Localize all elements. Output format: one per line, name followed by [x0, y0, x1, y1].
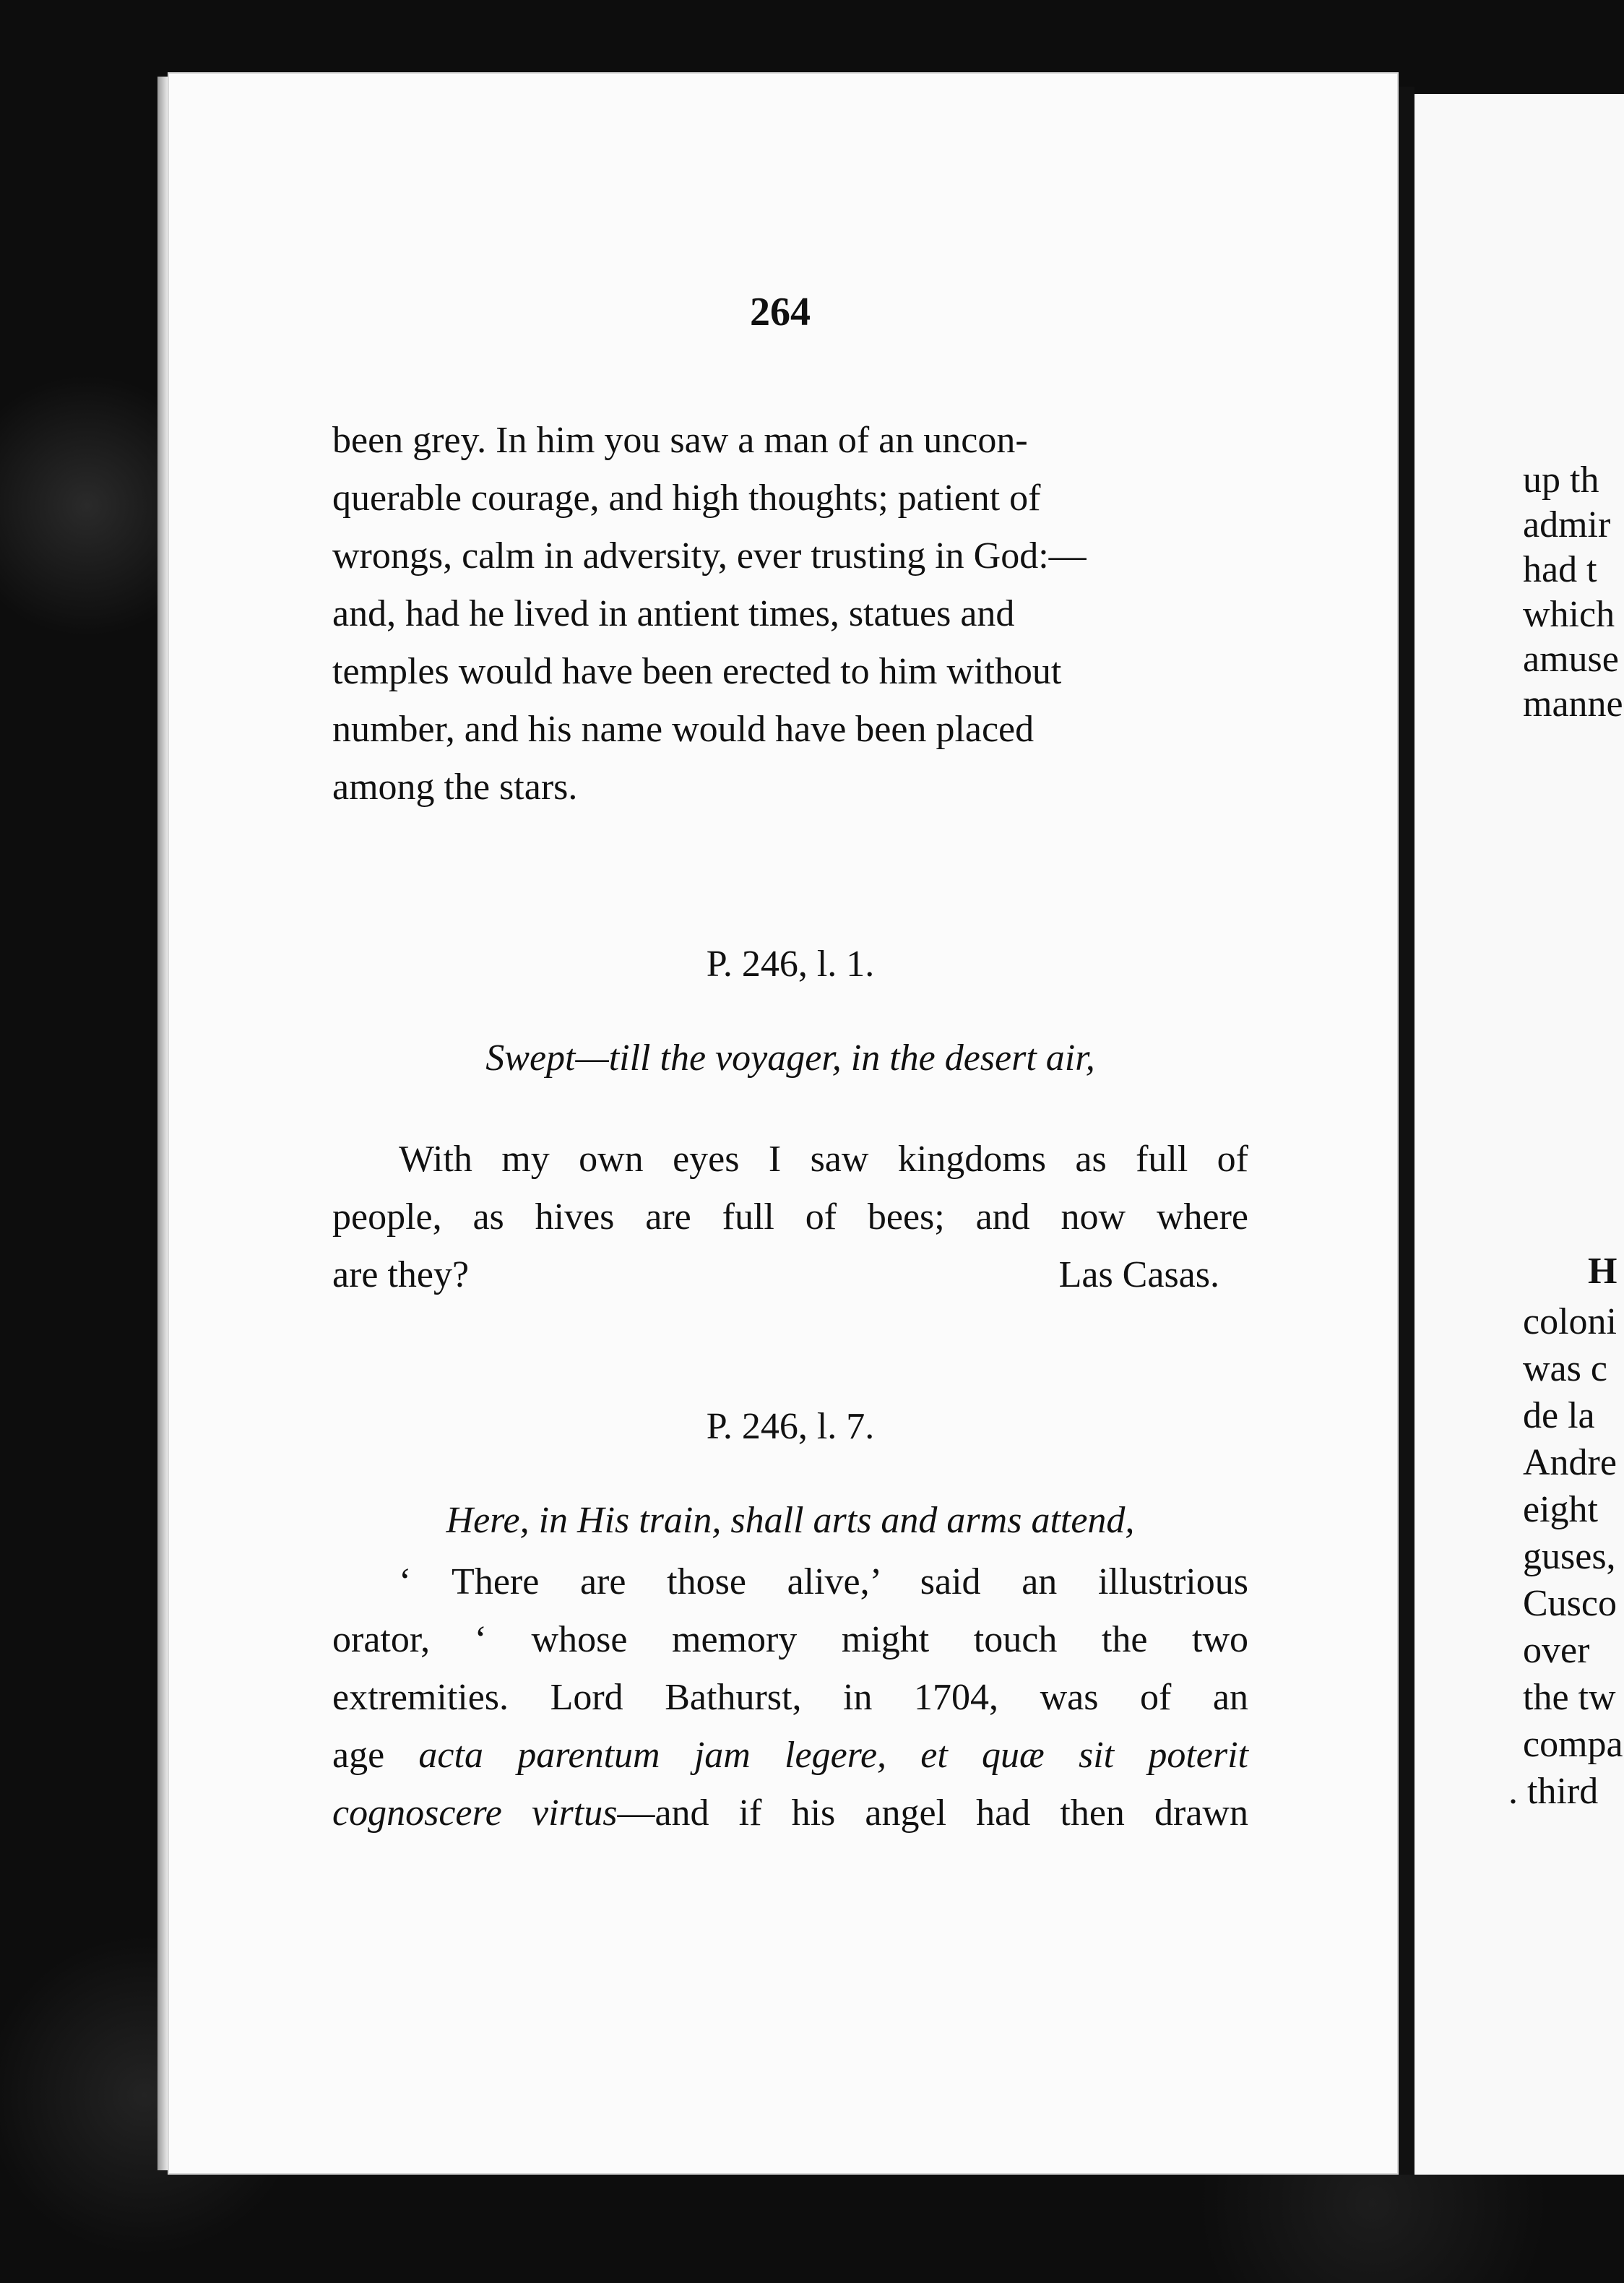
right-line-17: . third: [1508, 1771, 1599, 1812]
right-line-2: admir: [1523, 504, 1611, 545]
note-1-last-line: [332, 1246, 1248, 1304]
note-1-line-2: people, as hives are full of bees; and now where: [332, 1196, 1248, 1238]
paragraph-1-line-4: and, had he lived in antient times, statues and: [332, 593, 1015, 634]
note-1-line-3: are they?: [332, 1254, 470, 1295]
right-line-15: the tw: [1523, 1677, 1616, 1718]
note-1-line-1: With my own eyes I saw kingdoms as full of: [399, 1139, 1248, 1180]
note-1-body: [332, 1131, 1248, 1304]
paragraph-1-line-6: number, and his name would have been placed: [332, 709, 1035, 750]
right-page: [1414, 94, 1624, 2175]
left-page: [168, 72, 1399, 2175]
right-initial: H: [1588, 1251, 1617, 1292]
right-line-13: Cusco: [1523, 1583, 1617, 1624]
note-2-line-3: extremities. Lord Bathurst, in 1704, was of an: [332, 1677, 1248, 1718]
note-2-line-2: orator, ‘ whose memory might touch the two: [332, 1619, 1248, 1660]
note-2-line-4-italic: acta parentum jam legere, et quæ sit poterit: [418, 1735, 1248, 1776]
note-2-line-5-italic: cognoscere virtus: [332, 1792, 618, 1834]
page-number: 264: [750, 290, 811, 335]
note-2-line-5: [332, 1784, 1248, 1842]
note-2-line-4: [332, 1727, 1248, 1784]
right-line-4: which: [1523, 594, 1615, 635]
right-line-10: Andre: [1523, 1442, 1617, 1483]
note-2-line-5-rest: —and if his angel had then drawn: [617, 1792, 1248, 1834]
paragraph-1-line-3: wrongs, calm in adversity, ever trusting in God:—: [332, 535, 1087, 577]
right-line-16: compa: [1523, 1724, 1623, 1765]
right-line-5: amuse: [1523, 639, 1619, 680]
right-line-6: manne: [1523, 683, 1623, 725]
note-2-line-1: ‘ There are those alive,’ said an illustrious: [399, 1561, 1248, 1602]
note-2-quote: Here, in His train, shall arts and arms attend,: [446, 1500, 1135, 1541]
right-line-11: eight: [1523, 1489, 1598, 1530]
right-line-1: up th: [1523, 459, 1599, 501]
paragraph-1-line-7: among the stars.: [332, 767, 578, 808]
page-edge: [157, 77, 168, 2170]
note-2-body: [332, 1553, 1248, 1842]
paragraph-1-line-5: temples would have been erected to him without: [332, 651, 1062, 692]
paragraph-1-line-2: querable courage, and high thoughts; patient of: [332, 478, 1041, 519]
note-2-line-4-prefix: age: [332, 1735, 385, 1776]
right-line-8: was c: [1523, 1348, 1607, 1389]
right-line-9: de la: [1523, 1395, 1595, 1436]
note-1-attribution: Las Casas.: [1058, 1254, 1219, 1295]
note-1-quote: Swept—till the voyager, in the desert air,: [485, 1037, 1095, 1079]
note-1-heading: P. 246, l. 1.: [706, 944, 875, 985]
right-line-7: coloni: [1523, 1301, 1617, 1342]
right-line-3: had t: [1523, 549, 1597, 590]
paragraph-1-line-1: been grey. In him you saw a man of an uncon-: [332, 420, 1028, 461]
right-line-14: over: [1523, 1630, 1590, 1671]
note-2-heading: P. 246, l. 7.: [706, 1406, 875, 1447]
right-line-12: guses,: [1523, 1536, 1616, 1577]
paragraph-1: [332, 412, 1248, 816]
book-spine: [1399, 87, 1414, 2175]
